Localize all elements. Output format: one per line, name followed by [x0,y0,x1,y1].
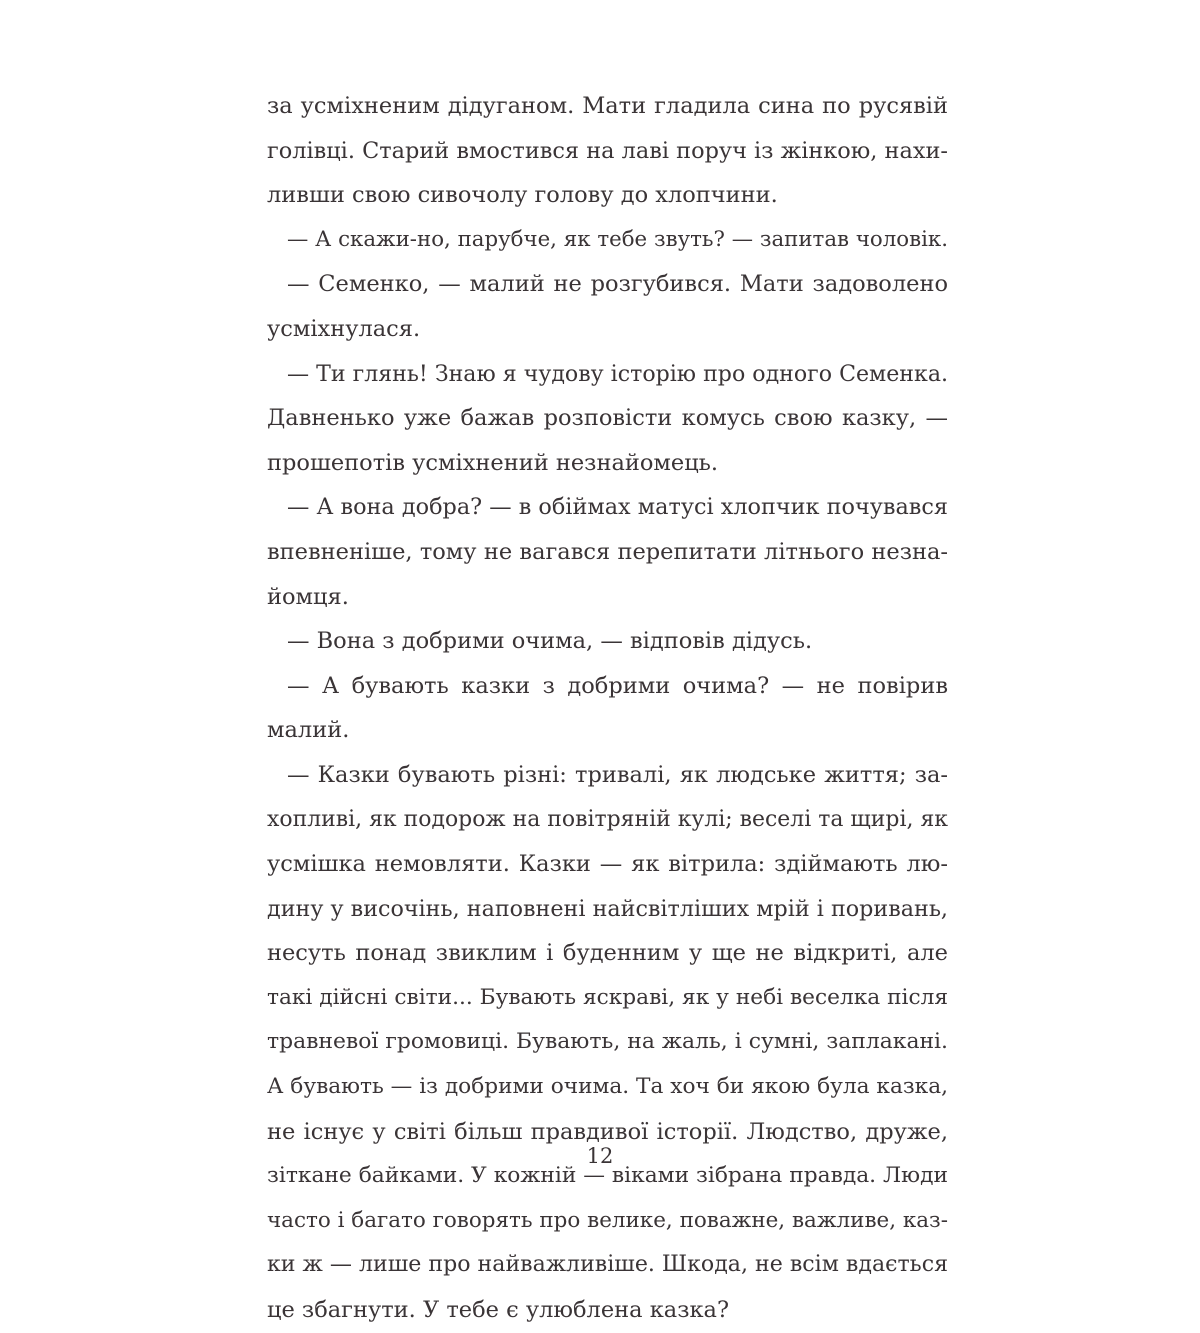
text-line: малий. [267,717,350,744]
text-line: — Казки бувають різні: тривалі, як людське життя; за- [287,761,948,788]
text-line: — Семенко, — малий не розгубився. Мати задоволено [287,271,948,298]
text-line: прошепотів усміхнений незнайомець. [267,449,719,476]
text-line: травневої громовиці. Бувають, на жаль, і сумні, заплакані. [267,1029,948,1055]
text-line: Давненько уже бажав розповісти комусь свою казку, — [267,405,948,432]
text-line: — А вона добра? — в обіймах матусі хлопчик почувався [287,494,948,521]
text-line: несуть понад звиклим і буденним у ще не відкриті, але [267,940,948,967]
text-line: часто і багато говорять про велике, поважне, важливе, каз- [267,1207,948,1233]
text-line: дину у височінь, наповнені найсвітліших мрій і поривань, [267,895,948,922]
text-line: усмішка немовляти. Казки — як вітрила: здіймають лю- [267,851,948,878]
text-line: хопливі, як подорож на повітряній кулі; веселі та щирі, як [267,806,948,832]
text-line: усміхнулася. [267,315,421,342]
text-line: впевненіше, тому не вагався перепитати літнього незна- [267,538,948,565]
text-line: ливши свою сивочолу голову до хлопчини. [267,182,778,209]
text-line: йомця. [267,583,349,610]
text-line: ки ж — лише про найважливіше. Шкода, не всім вдається [267,1252,948,1278]
text-line: А бувають — із добрими очима. Та хоч би якою була казка, [267,1074,948,1100]
text-line: — Ти глянь! Знаю я чудову історію про одного Семенка. [287,360,948,387]
page-number: 12 [586,1144,614,1168]
text-line: — А бувають казки з добрими очима? — не повірив [287,672,948,699]
text-line: зіткане байками. У кожній — віками зібрана правда. Люди [267,1163,948,1189]
text-line: за усміхненим дідуганом. Мати гладила сина по русявій [267,93,948,119]
text-line: такі дійсні світи... Бувають яскраві, як у небі веселка після [267,984,948,1010]
text-line: голівці. Старий вмостився на лаві поруч із жінкою, нахи- [267,137,948,164]
text-line: — Вона з добрими очима, — відповів дідусь. [287,628,813,655]
text-line: це збагнути. У тебе є улюблена казка? [267,1297,730,1324]
text-line: не існує у світі більш правдивої історії. Людство, друже, [267,1118,948,1145]
text-line: — А скажи-но, парубче, як тебе звуть? — запитав чоловік. [287,226,948,252]
